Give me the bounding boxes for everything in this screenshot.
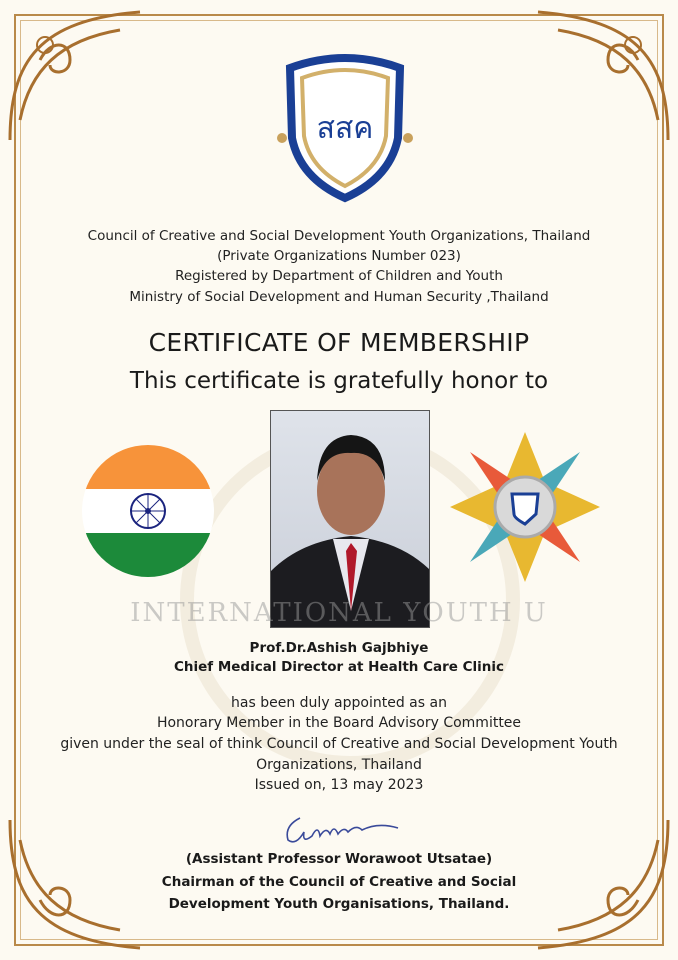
membership-line: Honorary Member in the Board Advisory Committee [156,715,522,731]
organization-name: Council of Creative and Social Development Youth Organizations, Thailand [87,228,591,244]
signatory-title-continued: Development Youth Organisations, Thailand. [168,896,510,912]
signatory-title: Chairman of the Council of Creative and Social [161,874,517,890]
medal-emblem [450,432,600,582]
certificate-subtitle: This certificate is gratefully honor to [129,368,549,394]
signature [282,812,402,848]
organization-logo [270,48,420,208]
ornament-top-right [528,0,678,150]
ornament-top-left [0,0,150,150]
appointment-line: has been duly appointed as an [231,695,447,711]
organization-ministry: Ministry of Social Development and Human Security ,Thailand [129,289,549,305]
recipient-position: Chief Medical Director at Health Care Clinic [173,659,505,675]
signatory-name: (Assistant Professor Worawoot Utsatae) [185,851,493,867]
india-flag [82,445,214,577]
organization-number: (Private Organizations Number 023) [217,248,461,264]
logo-lettering: สสค [316,111,374,146]
organization-registration: Registered by Department of Children and Youth [175,268,503,284]
watermark-text: INTERNATIONAL YOUTH U [130,598,548,628]
issue-date: Issued on, 13 may 2023 [254,777,424,793]
recipient-name: Prof.Dr.Ashish Gajbhiye [249,640,429,656]
certificate-title: CERTIFICATE OF MEMBERSHIP [148,328,530,357]
organization-line: Organizations, Thailand [256,757,422,773]
recipient-photo [270,410,430,628]
seal-line: given under the seal of think Council of Creative and Social Development Youth [60,736,618,752]
